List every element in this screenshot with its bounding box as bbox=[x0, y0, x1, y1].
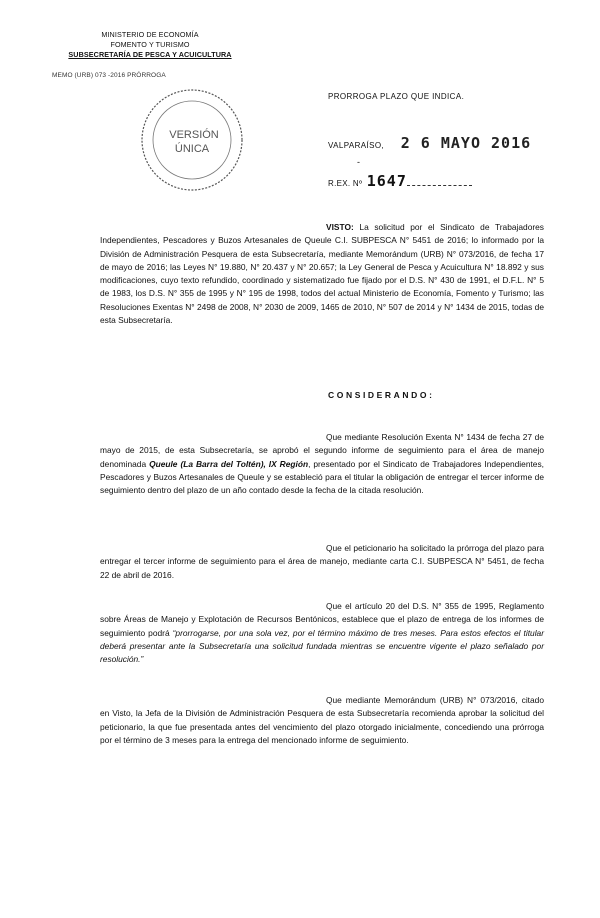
rex-number-underline bbox=[407, 185, 472, 186]
considerando-paragraph-1 bbox=[100, 431, 544, 497]
rex-label: R.EX. Nº bbox=[328, 179, 363, 188]
place-date-line bbox=[328, 134, 531, 152]
visto-lead: VISTO: bbox=[326, 222, 354, 232]
rex-number: 1647 bbox=[366, 172, 407, 190]
ministry-header bbox=[50, 30, 250, 60]
ministry-division: FOMENTO Y TURISMO bbox=[110, 40, 190, 49]
visto-text: La solicitud por el Sindicato de Trabajadores Independientes, Pescadores y Buzos Artesanales de Queule C.I. SUBPESCA N° 5451 de 2016; lo informado por la División de Administración Pesquera de esta Subsecretaría, mediante Memorándum (URB) N° 073/2016, de fecha 17 de mayo de 2016; las Leyes N° 19.880, N° 20.437 y N° 20.657; la Ley General de Pesca y Acuicultura N° 18.892 y sus modificaciones, cuyo texto refundido, coordinado y sistematizado fue fijado por el D.S. N° 430 de 1991, el D.F.L. N° 5 de 1983, los D.S. N° 355 de 1995 y N° 195 de 1998, todos del actual Ministerio de Economía, Fomento y Turismo; las Resoluciones Exentas N° 2498 de 2008, N° 2030 de 2009, 1465 de 2010, N° 507 de 2014 y N° 1434 de 2015, todas de esta Subsecretaría. bbox=[100, 222, 544, 326]
stamp-line-1: VERSIÓN bbox=[169, 129, 219, 141]
version-stamp bbox=[132, 80, 252, 200]
stamp-line-2: ÚNICA bbox=[174, 143, 210, 155]
p3-text-a: Que el artículo 20 del D.S. N° 355 de 1995, Reglamento sobre Áreas de Manejo y Explotación de Recursos Bentónicos, establece que el plazo de entrega de los informes de seguimiento podrá bbox=[100, 601, 544, 638]
date-stamp: 2 6 MAYO 2016 bbox=[400, 134, 532, 152]
considerando-paragraph-2: Que el peticionario ha solicitado la prórroga del plazo para entregar el tercer informe de seguimiento para el área de manejo, mediante carta C.I. SUBPESCA N° 5451, de fecha 22 de abril de 2016. bbox=[100, 543, 544, 580]
p3-quote: “prorrogarse, por una sola vez, por el término máximo de tres meses. Para estos efectos el titular deberá presentar ante la Subsecretaría una solicitud fundada mientras se encuentre vigente el plazo señalado por resolución.” bbox=[100, 627, 545, 665]
memo-reference: MEMO (URB) 073 -2016 PRÓRROGA bbox=[52, 72, 166, 79]
p1-text-a: Que mediante Resolución Exenta N° 1434 de fecha 27 de mayo de 2015, de esta Subsecretaría, se aprobó el segundo informe de seguimiento para el área de manejo denominada bbox=[100, 432, 544, 469]
visto-paragraph bbox=[100, 221, 544, 327]
subsecretariat-name: SUBSECRETARÍA DE PESCA Y ACUICULTURA bbox=[68, 50, 232, 59]
p1-area-name: Queule (La Barra del Toltén), IX Región bbox=[149, 458, 309, 469]
place-label: VALPARAÍSO, bbox=[328, 141, 385, 150]
considerando-paragraph-3 bbox=[100, 600, 544, 666]
document-subject: PRORROGA PLAZO QUE INDICA. bbox=[328, 92, 465, 101]
considerando-heading: CONSIDERANDO: bbox=[328, 390, 435, 400]
resolution-number-line bbox=[328, 172, 472, 190]
dash-mark: - bbox=[357, 157, 360, 167]
considerando-paragraph-4: Que mediante Memorándum (URB) N° 073/2016, citado en Visto, la Jefa de la División de Administración Pesquera de esta Subsecretaría recomienda aprobar la solicitud del peticionario, la que fue presentada antes del vencimiento del plazo otorgado inicialmente, concediendo una prórroga por el término de 3 meses para la entrega del mencionado informe de seguimiento. bbox=[100, 695, 544, 745]
ministry-name: MINISTERIO DE ECONOMÍA bbox=[101, 30, 199, 39]
p1-text-c: , presentado por el Sindicato de Trabajadores Independientes, Pescadores y Buzos Artesanales de Queule y se estableció para el titular la obligación de entregar el tercer informe de seguimiento dentro del plazo de un año contado desde la fecha de la citada resolución. bbox=[100, 458, 544, 496]
